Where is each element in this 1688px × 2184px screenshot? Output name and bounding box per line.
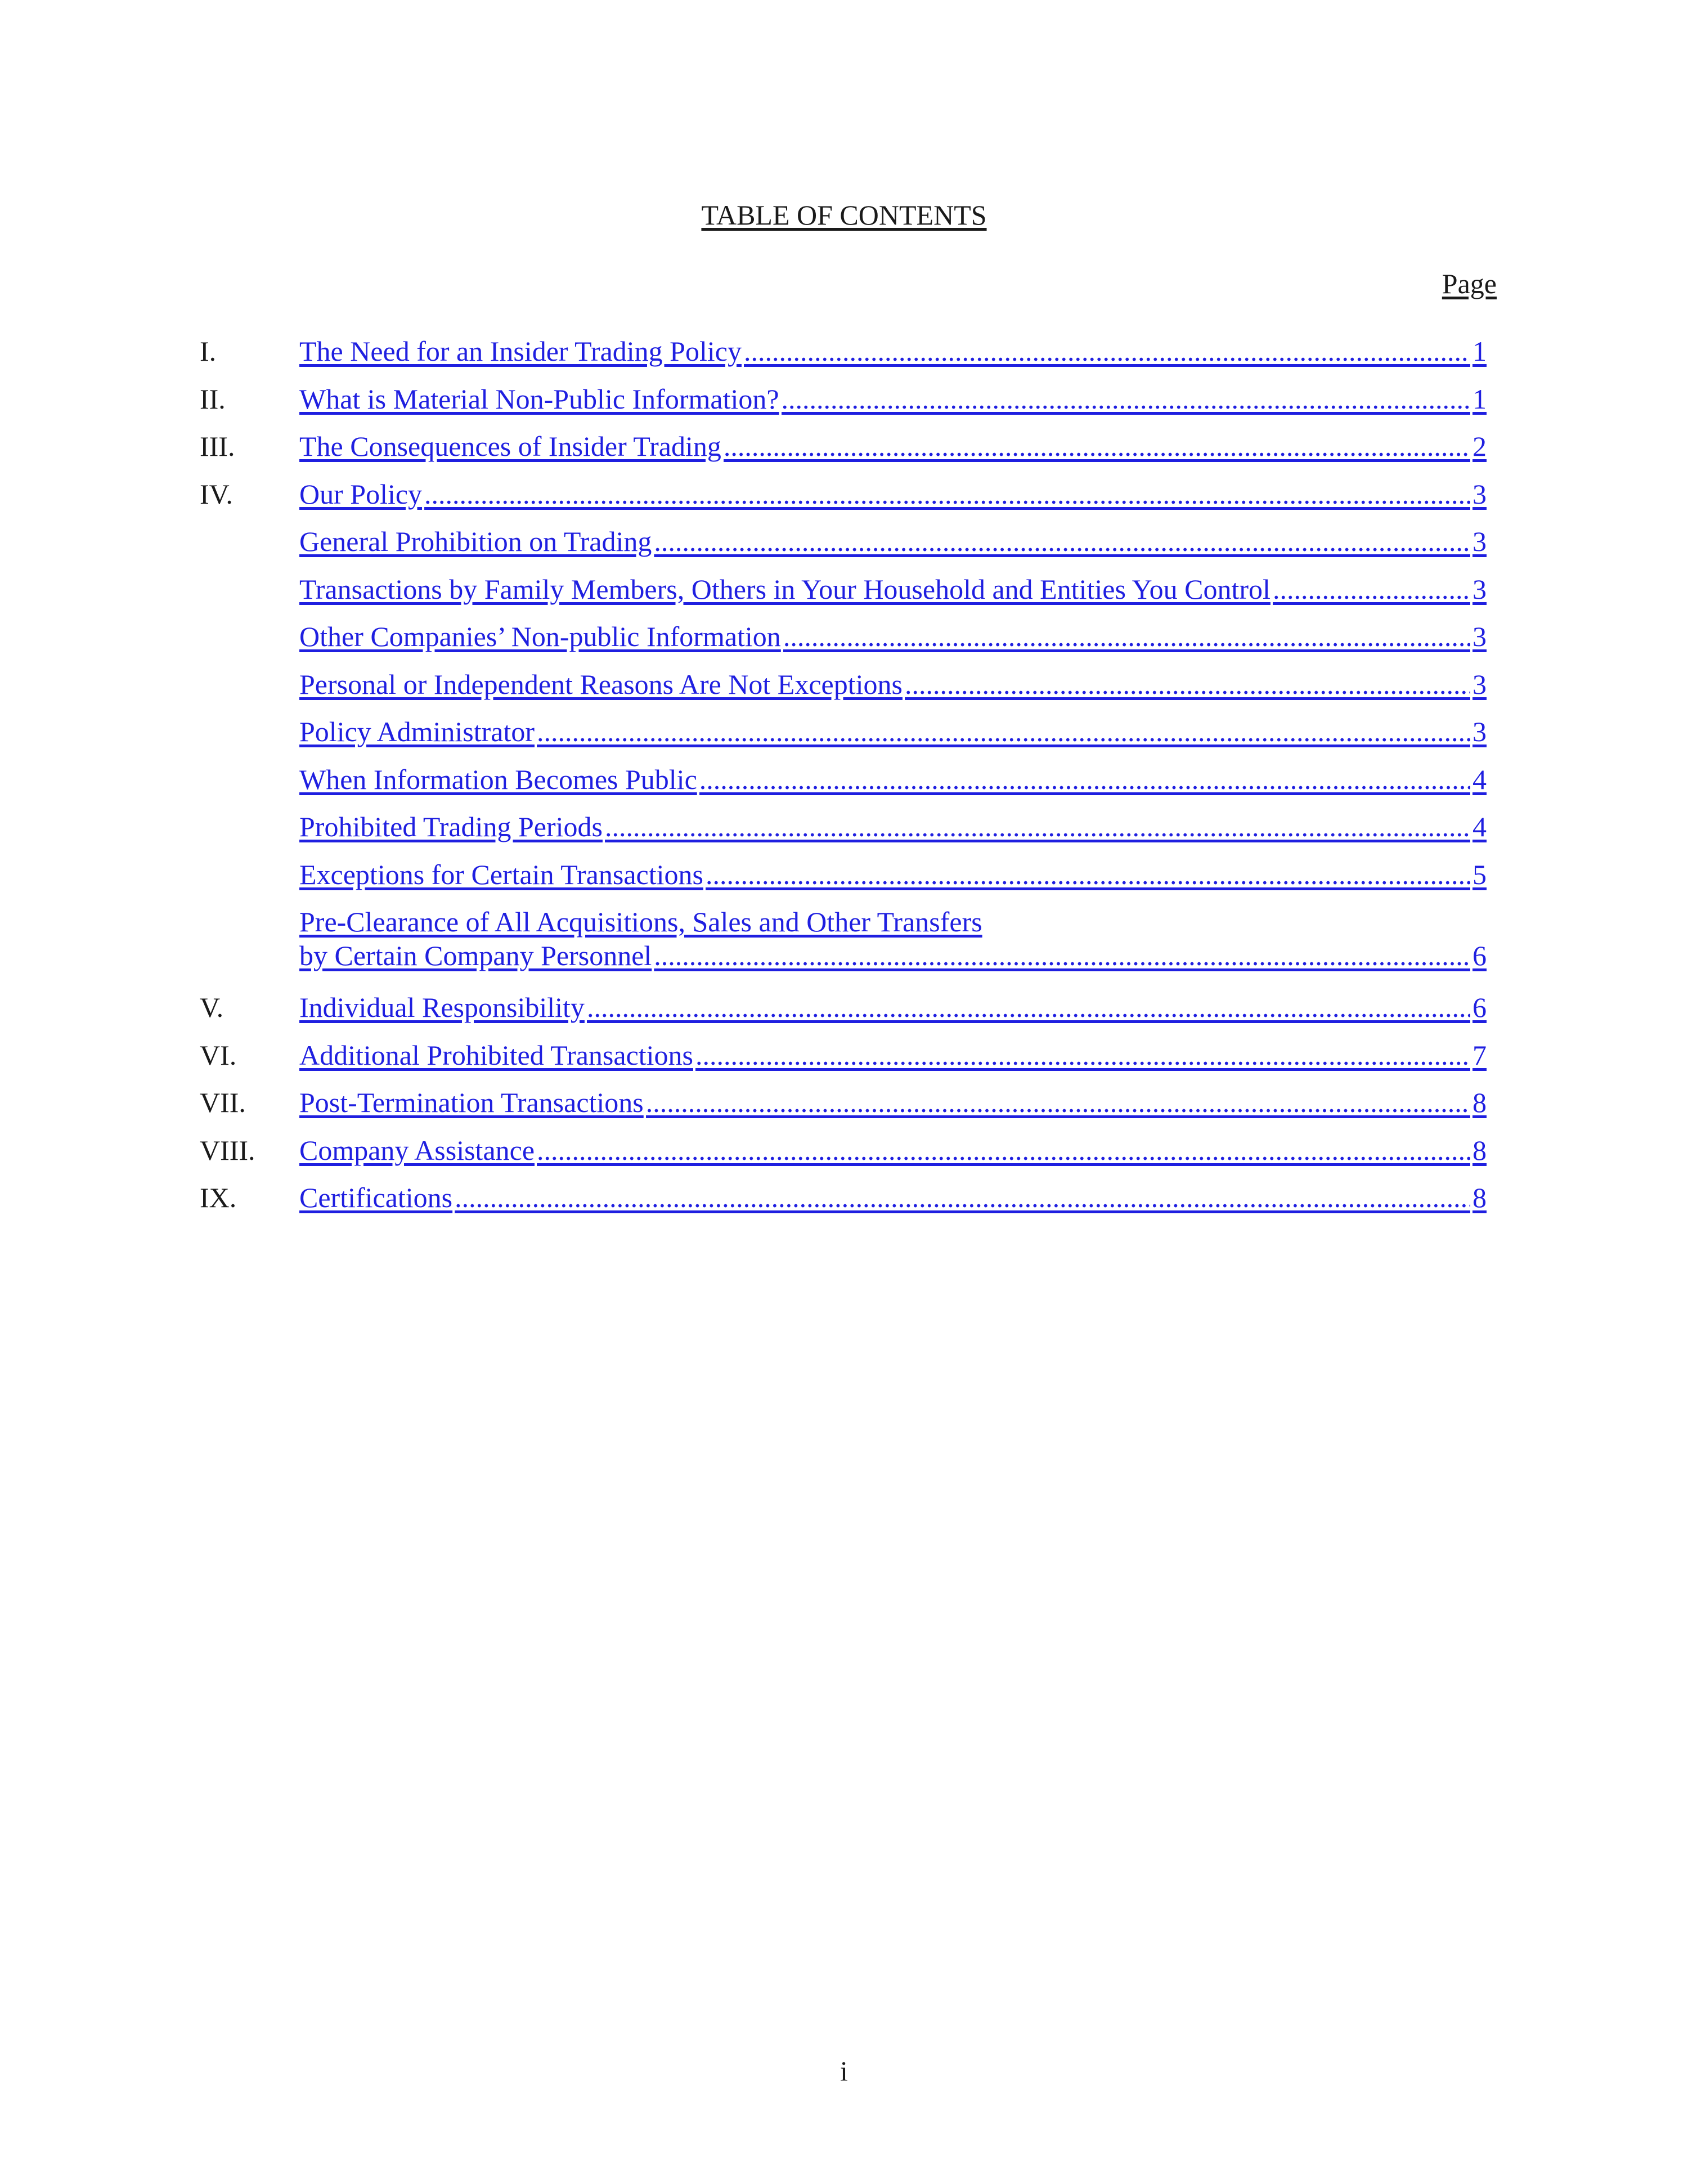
toc-link-text: Transactions by Family Members, Others in Your Household and Entities You Control (299, 573, 1271, 605)
toc-row (0, 429, 1688, 477)
toc-row (0, 382, 1688, 430)
dot-leader (654, 939, 1470, 972)
toc-row (0, 1181, 1688, 1228)
toc-page-number: 4 (1472, 811, 1487, 842)
toc-list (0, 334, 1688, 1228)
toc-row (0, 1038, 1688, 1086)
dot-leader (724, 429, 1470, 463)
toc-link-text: Additional Prohibited Transactions (299, 1039, 693, 1071)
toc-link-post-termination[interactable] (299, 1086, 1487, 1119)
toc-link-text: The Consequences of Insider Trading (299, 430, 721, 462)
section-number: I. (200, 335, 217, 367)
section-number: II. (200, 383, 226, 415)
footer-page-number: i (840, 2055, 848, 2087)
toc-link-text: Prohibited Trading Periods (299, 811, 603, 842)
toc-row (0, 620, 1688, 667)
dot-leader (587, 990, 1470, 1024)
toc-row (0, 990, 1688, 1038)
toc-link-individual-responsibility[interactable] (299, 990, 1487, 1024)
toc-row (0, 1133, 1688, 1181)
dot-leader (905, 667, 1470, 701)
dot-leader (605, 810, 1470, 844)
dot-leader (537, 715, 1470, 748)
section-number: VIII. (200, 1134, 255, 1166)
toc-link-material-info[interactable] (299, 382, 1487, 416)
toc-link-info-public[interactable] (299, 763, 1487, 796)
toc-row (0, 572, 1688, 620)
toc-row (0, 905, 1688, 990)
toc-link-need-for-policy[interactable] (299, 334, 1487, 368)
toc-link-text: Policy Administrator (299, 716, 535, 747)
toc-page-number: 3 (1472, 526, 1487, 557)
toc-row (0, 763, 1688, 810)
toc-link-additional-prohibited[interactable] (299, 1038, 1487, 1072)
toc-page-number: 2 (1472, 430, 1487, 462)
section-number: III. (200, 430, 235, 462)
toc-link-text-line2: by Certain Company Personnel (299, 940, 652, 971)
toc-link-line2 (299, 939, 1487, 972)
toc-link-text: When Information Becomes Public (299, 763, 697, 795)
toc-row (0, 810, 1688, 858)
dot-leader (424, 477, 1470, 511)
dot-leader (654, 524, 1470, 558)
toc-link-text-line1: Pre-Clearance of All Acquisitions, Sales and Other Transfers (299, 906, 982, 938)
toc-page-number: 8 (1472, 1182, 1487, 1213)
toc-link-text: Other Companies’ Non-public Information (299, 621, 781, 652)
toc-link-text: Personal or Independent Reasons Are Not Exceptions (299, 668, 903, 700)
toc-title-text: TABLE OF CONTENTS (701, 199, 987, 231)
toc-link-general-prohibition[interactable] (299, 524, 1487, 558)
toc-page-number: 3 (1472, 716, 1487, 747)
toc-page-number: 7 (1472, 1039, 1487, 1071)
toc-link-text: Individual Responsibility (299, 992, 585, 1023)
dot-leader (706, 858, 1470, 891)
toc-page-number: 4 (1472, 763, 1487, 795)
toc-page-number: 6 (1472, 992, 1487, 1023)
toc-title (0, 198, 1688, 232)
dot-leader (782, 382, 1470, 416)
toc-link-consequences[interactable] (299, 429, 1487, 463)
dot-leader (455, 1181, 1470, 1214)
section-number: IX. (200, 1182, 237, 1213)
toc-link-text: Exceptions for Certain Transactions (299, 858, 703, 890)
dot-leader (699, 763, 1470, 796)
toc-link-text: Certifications (299, 1182, 453, 1213)
toc-row (0, 524, 1688, 572)
toc-link-text: The Need for an Insider Trading Policy (299, 335, 742, 367)
toc-page-number: 1 (1472, 383, 1487, 415)
toc-page-number: 8 (1472, 1134, 1487, 1166)
toc-link-personal-reasons[interactable] (299, 667, 1487, 701)
toc-link-exceptions[interactable] (299, 858, 1487, 891)
toc-link-company-assistance[interactable] (299, 1133, 1487, 1167)
toc-row (0, 1086, 1688, 1133)
toc-page-number: 1 (1472, 335, 1487, 367)
dot-leader (744, 334, 1470, 368)
toc-link-policy-administrator[interactable] (299, 715, 1487, 748)
page-column-heading: Page (1442, 268, 1497, 299)
dot-leader (537, 1133, 1470, 1167)
toc-link-our-policy[interactable] (299, 477, 1487, 511)
toc-link-text: Post-Termination Transactions (299, 1087, 644, 1118)
section-number: VI. (200, 1039, 237, 1071)
dot-leader (695, 1038, 1470, 1072)
toc-page-number: 5 (1472, 858, 1487, 890)
toc-link-text: What is Material Non-Public Information? (299, 383, 779, 415)
toc-link-certifications[interactable] (299, 1181, 1487, 1214)
dot-leader (646, 1086, 1470, 1119)
toc-page-number: 6 (1472, 940, 1487, 971)
toc-row (0, 715, 1688, 763)
section-number: IV. (200, 478, 233, 510)
dot-leader (783, 620, 1470, 653)
toc-link-text: General Prohibition on Trading (299, 526, 652, 557)
toc-link-family-members[interactable] (299, 572, 1487, 606)
toc-link-pre-clearance[interactable] (299, 905, 1487, 972)
toc-link-other-companies[interactable] (299, 620, 1487, 653)
toc-row (0, 667, 1688, 715)
toc-link-prohibited-periods[interactable] (299, 810, 1487, 844)
toc-link-text: Company Assistance (299, 1134, 535, 1166)
section-number: V. (200, 992, 224, 1023)
toc-row (0, 334, 1688, 382)
section-number: VII. (200, 1087, 246, 1118)
toc-row (0, 477, 1688, 525)
toc-row (0, 858, 1688, 905)
toc-page-number: 3 (1472, 478, 1487, 510)
toc-page-number: 8 (1472, 1087, 1487, 1118)
toc-link-text: Our Policy (299, 478, 423, 510)
dot-leader (1273, 572, 1470, 606)
toc-page-number: 3 (1472, 621, 1487, 652)
toc-page-number: 3 (1472, 573, 1487, 605)
toc-page-number: 3 (1472, 668, 1487, 700)
